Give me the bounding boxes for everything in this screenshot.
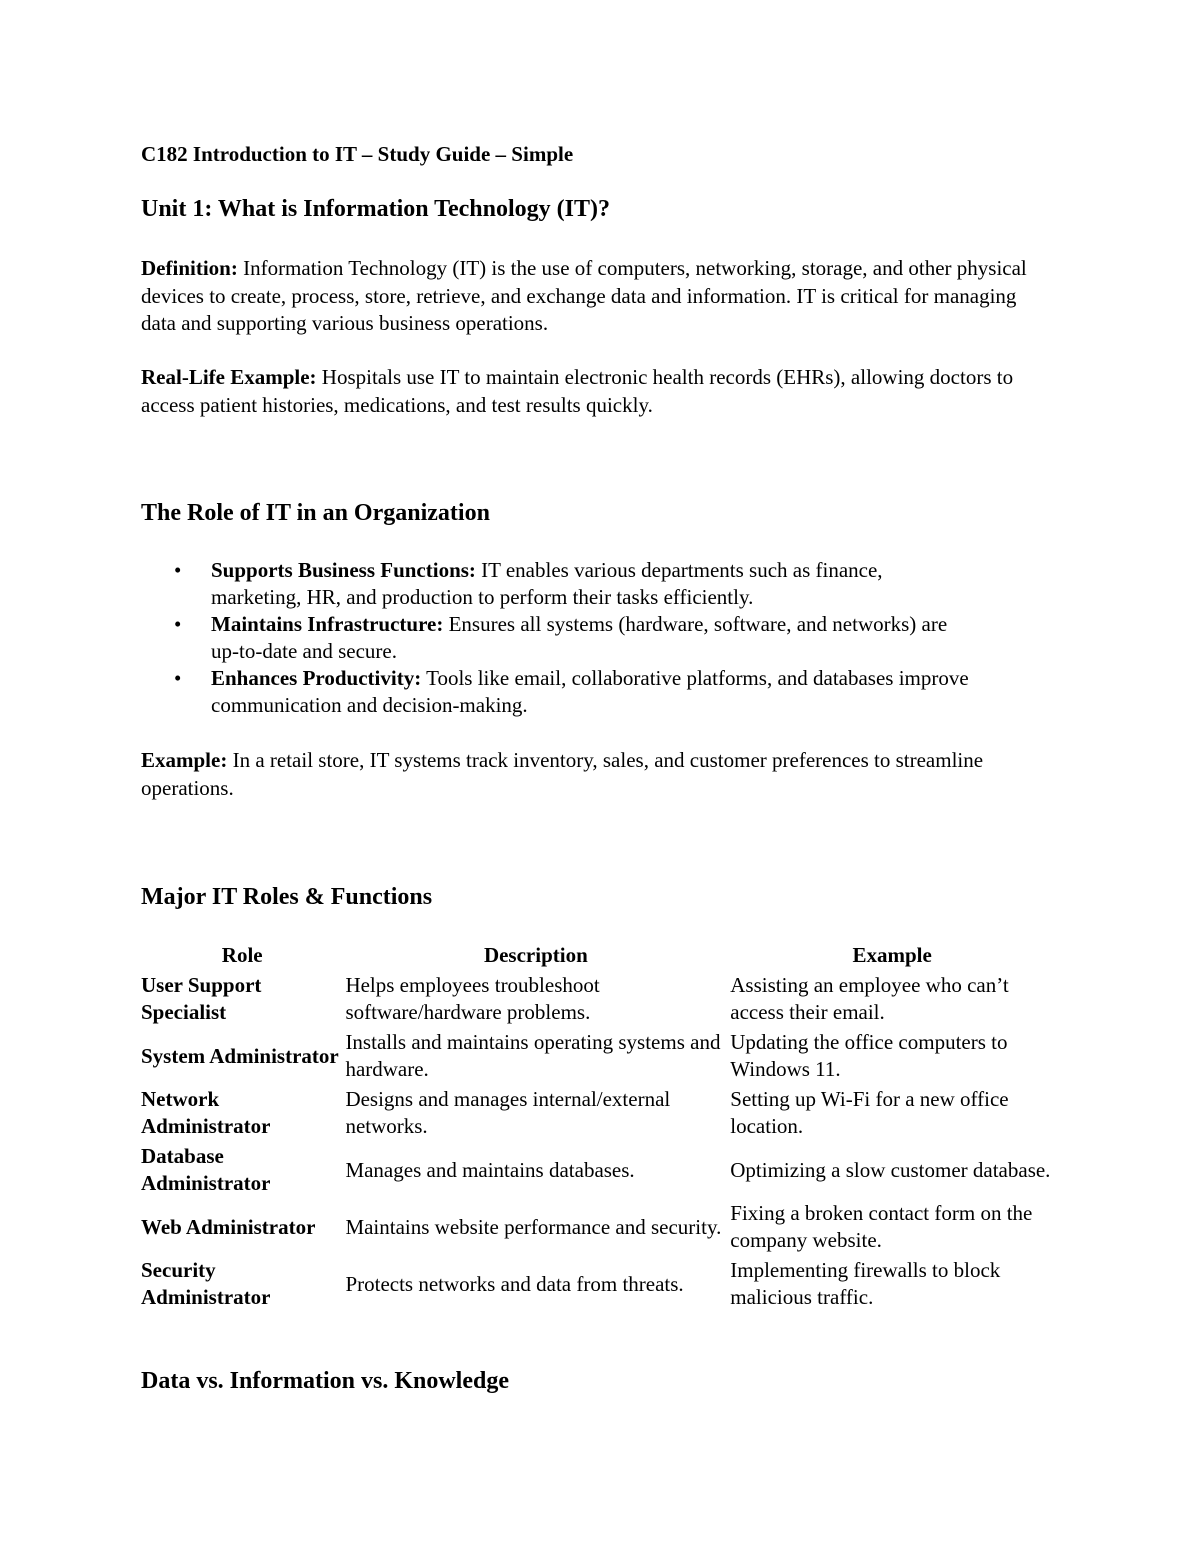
role-cell: Database Administrator [141,1144,271,1195]
real-life-example-paragraph [141,364,1056,419]
example-cell: Updating the office computers to Windows 11. [730,1030,1008,1081]
table-row [141,1257,1056,1314]
list-item-text: Ensures all systems (hardware, software, and networks) are up-to-date and secure. [211,612,948,663]
role-cell: Web Administrator [141,1214,316,1239]
list-item-text: Tools like email, collaborative platforms, and databases improve communication and decision-making. [211,666,969,717]
description-cell: Designs and manages internal/external networks. [345,1087,671,1138]
example-cell: Setting up Wi-Fi for a new office location. [730,1087,1009,1138]
retail-example-paragraph [141,747,1056,802]
role-cell: Security Administrator [141,1258,271,1309]
table-row [141,972,1056,1029]
table-row [141,1143,1056,1200]
description-cell: Protects networks and data from threats. [345,1271,684,1296]
role-of-it-heading: The Role of IT in an Organization [141,500,490,526]
real-life-example-label: Real-Life Example: [141,365,317,389]
column-header-description: Description [483,943,588,967]
role-cell: User Support Specialist [141,973,262,1024]
example-cell: Assisting an employee who can’t access their email. [730,973,1009,1024]
bullet-icon: • [174,666,182,690]
table-row [141,1029,1056,1086]
table-row [141,1200,1056,1257]
description-cell: Helps employees troubleshoot software/hardware problems. [345,973,600,1024]
data-info-heading: Data vs. Information vs. Knowledge [141,1368,510,1394]
retail-example-text: In a retail store, IT systems track inventory, sales, and customer preferences to streamline operations. [141,748,984,800]
list-item [141,557,971,611]
list-item-label: Maintains Infrastructure: [211,612,444,636]
list-item-label: Enhances Productivity: [211,666,422,690]
example-cell: Implementing firewalls to block malicious traffic. [730,1258,1001,1309]
role-cell: Network Administrator [141,1087,271,1138]
list-item-label: Supports Business Functions: [211,558,476,582]
real-life-example-text: Hospitals use IT to maintain electronic health records (EHRs), allowing doctors to access patient histories, medications, and test results quickly. [141,365,1014,417]
list-item [141,665,971,719]
bullet-icon: • [174,612,182,636]
example-cell: Fixing a broken contact form on the company website. [730,1201,1033,1252]
table-row [141,1086,1056,1143]
definition-paragraph [141,255,1056,338]
description-cell: Maintains website performance and security. [345,1214,722,1239]
definition-text: Information Technology (IT) is the use of computers, networking, storage, and other physical devices to create, process, store, retrieve, and exchange data and information. IT is critical for managing data and supporting various business operations. [141,256,1027,335]
description-cell: Installs and maintains operating systems and hardware. [345,1030,721,1081]
role-cell: System Administrator [141,1043,339,1068]
roles-table [141,942,1056,1314]
description-cell: Manages and maintains databases. [345,1157,635,1182]
retail-example-label: Example: [141,748,228,772]
bullet-icon: • [174,558,182,582]
definition-label: Definition: [141,256,238,280]
column-header-role: Role [221,943,263,967]
unit1-heading: Unit 1: What is Information Technology (IT)? [141,196,610,222]
list-item-text: IT enables various departments such as finance, marketing, HR, and production to perform their tasks efficiently. [211,558,883,609]
example-cell: Optimizing a slow customer database. [730,1157,1051,1182]
table-header-row [141,942,1056,972]
column-header-example: Example [852,943,932,967]
major-roles-heading: Major IT Roles & Functions [141,884,433,910]
list-item [141,611,971,665]
document-title: C182 Introduction to IT – Study Guide – Simple [141,142,574,166]
role-of-it-list [141,557,1056,719]
